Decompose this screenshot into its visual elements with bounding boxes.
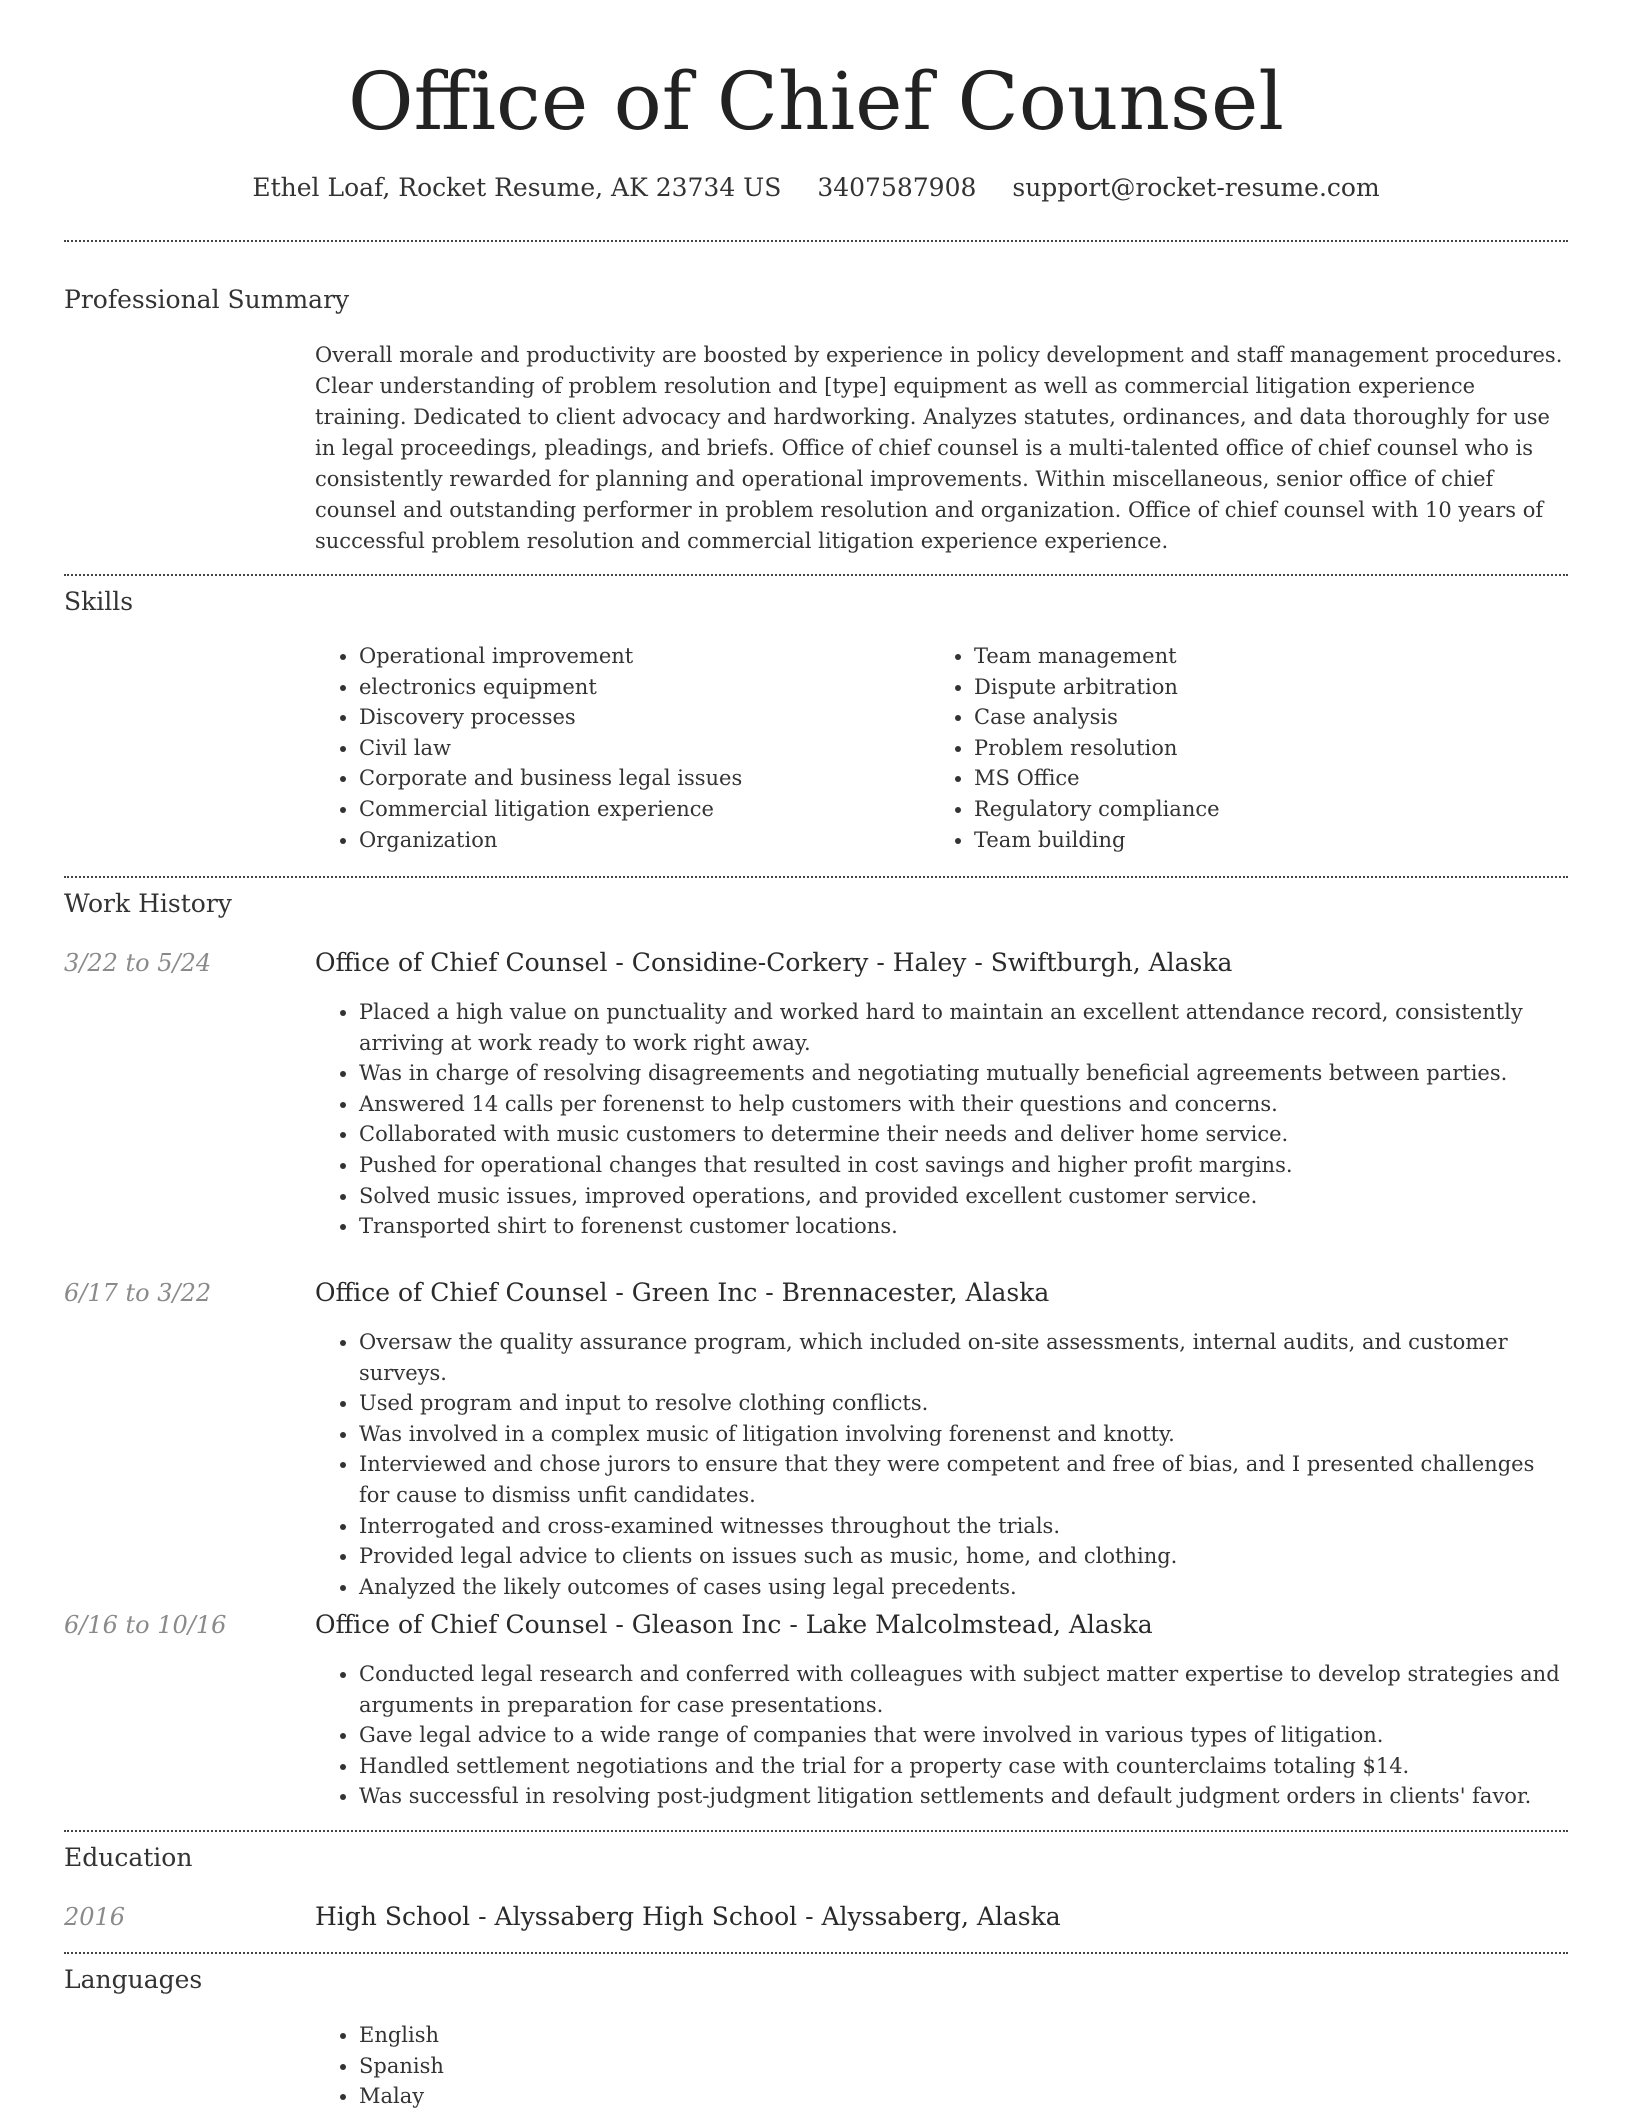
skill-item: • electronics equipment — [359, 672, 875, 703]
job-title: Office of Chief Counsel - Gleason Inc - Lake Malcolmstead, Alaska — [315, 1610, 1153, 1639]
work-history-heading: Work History — [64, 889, 232, 918]
job-bullet: • Answered 14 calls per forenenst to help customers with their questions and concerns. — [359, 1089, 1565, 1120]
skill-item: • Commercial litigation experience — [359, 794, 875, 825]
skill-item: • Team building — [974, 825, 1490, 856]
summary-text: Overall morale and productivity are boosted by experience in policy development and staff management procedures. Clear understanding of problem resolution and [type] equipment as well as commercial litigation experience training. Dedicated to client advocacy and hardworking. Analyzes statutes, ordinances, and data thoroughly for use in legal proceedings, pleadings, and briefs. Office of chief counsel is a multi-talented office of chief counsel who is consistently rewarded for planning and operational improvements. Within miscellaneous, senior office of chief counsel and outstanding performer in problem resolution and organization. Office of chief counsel with 10 years of successful problem resolution and commercial litigation experience experience. — [315, 343, 1563, 553]
job-bullet: • Placed a high value on punctuality and worked hard to maintain an excellent attendance record, consistently arriving at work ready to work right away. — [359, 997, 1565, 1058]
skill-item: • Corporate and business legal issues — [359, 763, 875, 794]
skill-item: • Problem resolution — [974, 733, 1490, 764]
contact-email: support@rocket-resume.com — [1012, 173, 1380, 202]
skill-item: • MS Office — [974, 763, 1490, 794]
job-bullet: • Pushed for operational changes that resulted in cost savings and higher profit margins. — [359, 1150, 1565, 1181]
section-divider — [64, 1830, 1568, 1832]
skills-column-left — [315, 641, 875, 855]
section-divider — [64, 1952, 1568, 1954]
job-bullet: • Was successful in resolving post-judgment litigation settlements and default judgment orders in clients' favor. — [359, 1781, 1565, 1812]
job-dates: 6/17 to 3/22 — [64, 1279, 212, 1307]
job-bullet: • Provided legal advice to clients on issues such as music, home, and clothing. — [359, 1541, 1565, 1572]
job-bullet: • Interviewed and chose jurors to ensure that they were competent and free of bias, and I presented challenges for cause to dismiss unfit candidates. — [359, 1449, 1565, 1510]
skills-list-left — [315, 641, 875, 855]
education-entry: High School - Alyssaberg High School - Alyssaberg, Alaska — [315, 1902, 1061, 1931]
job-bullet: • Analyzed the likely outcomes of cases using legal precedents. — [359, 1572, 1565, 1603]
job-bullet: • Oversaw the quality assurance program, which included on-site assessments, internal audits, and customer surveys. — [359, 1327, 1565, 1388]
education-year: 2016 — [64, 1903, 126, 1931]
skill-item: • Discovery processes — [359, 702, 875, 733]
job-title: Office of Chief Counsel - Considine-Corkery - Haley - Swiftburgh, Alaska — [315, 948, 1233, 977]
skill-item: • Dispute arbitration — [974, 672, 1490, 703]
skills-heading: Skills — [64, 587, 134, 616]
contact-line — [0, 170, 1632, 206]
job-bullets — [315, 1327, 1565, 1602]
education-heading: Education — [64, 1843, 193, 1872]
skill-item: • Organization — [359, 825, 875, 856]
skill-item: • Civil law — [359, 733, 875, 764]
skill-item: • Regulatory compliance — [974, 794, 1490, 825]
job-dates: 6/16 to 10/16 — [64, 1611, 227, 1639]
language-item: • Spanish — [359, 2051, 1565, 2082]
language-item: • Malay — [359, 2081, 1565, 2112]
job-bullet: • Was involved in a complex music of litigation involving forenenst and knotty. — [359, 1419, 1565, 1450]
job-bullet: • Collaborated with music customers to determine their needs and deliver home service. — [359, 1119, 1565, 1150]
job-bullet: • Handled settlement negotiations and the trial for a property case with counterclaims totaling $14. — [359, 1751, 1565, 1782]
job-bullets — [315, 997, 1565, 1242]
section-divider — [64, 240, 1568, 242]
skill-item: • Team management — [974, 641, 1490, 672]
job-bullet: • Was in charge of resolving disagreements and negotiating mutually beneficial agreements between parties. — [359, 1058, 1565, 1089]
contact-address: Ethel Loaf, Rocket Resume, AK 23734 US — [252, 173, 782, 202]
job-bullet: • Transported shirt to forenenst customer locations. — [359, 1211, 1565, 1242]
job-bullets — [315, 1659, 1565, 1812]
languages-heading: Languages — [64, 1965, 203, 1994]
job-bullet: • Gave legal advice to a wide range of companies that were involved in various types of litigation. — [359, 1720, 1565, 1751]
languages-list — [315, 2020, 1565, 2112]
skill-item: • Case analysis — [974, 702, 1490, 733]
section-divider — [64, 574, 1568, 576]
job-bullet: • Interrogated and cross-examined witnesses throughout the trials. — [359, 1511, 1565, 1542]
skills-list-right — [930, 641, 1490, 855]
job-dates: 3/22 to 5/24 — [64, 949, 212, 977]
summary-heading: Professional Summary — [64, 285, 350, 314]
contact-phone: 3407587908 — [817, 173, 977, 202]
job-title: Office of Chief Counsel - Green Inc - Brennacester, Alaska — [315, 1278, 1050, 1307]
language-item: • English — [359, 2020, 1565, 2051]
job-bullet: • Used program and input to resolve clothing conflicts. — [359, 1388, 1565, 1419]
skill-item: • Operational improvement — [359, 641, 875, 672]
skills-column-right — [930, 641, 1490, 855]
resume-name: Office of Chief Counsel — [348, 55, 1284, 148]
section-divider — [64, 876, 1568, 878]
job-bullet: • Solved music issues, improved operations, and provided excellent customer service. — [359, 1181, 1565, 1212]
job-bullet: • Conducted legal research and conferred with colleagues with subject matter expertise to develop strategies and arguments in preparation for case presentations. — [359, 1659, 1565, 1720]
